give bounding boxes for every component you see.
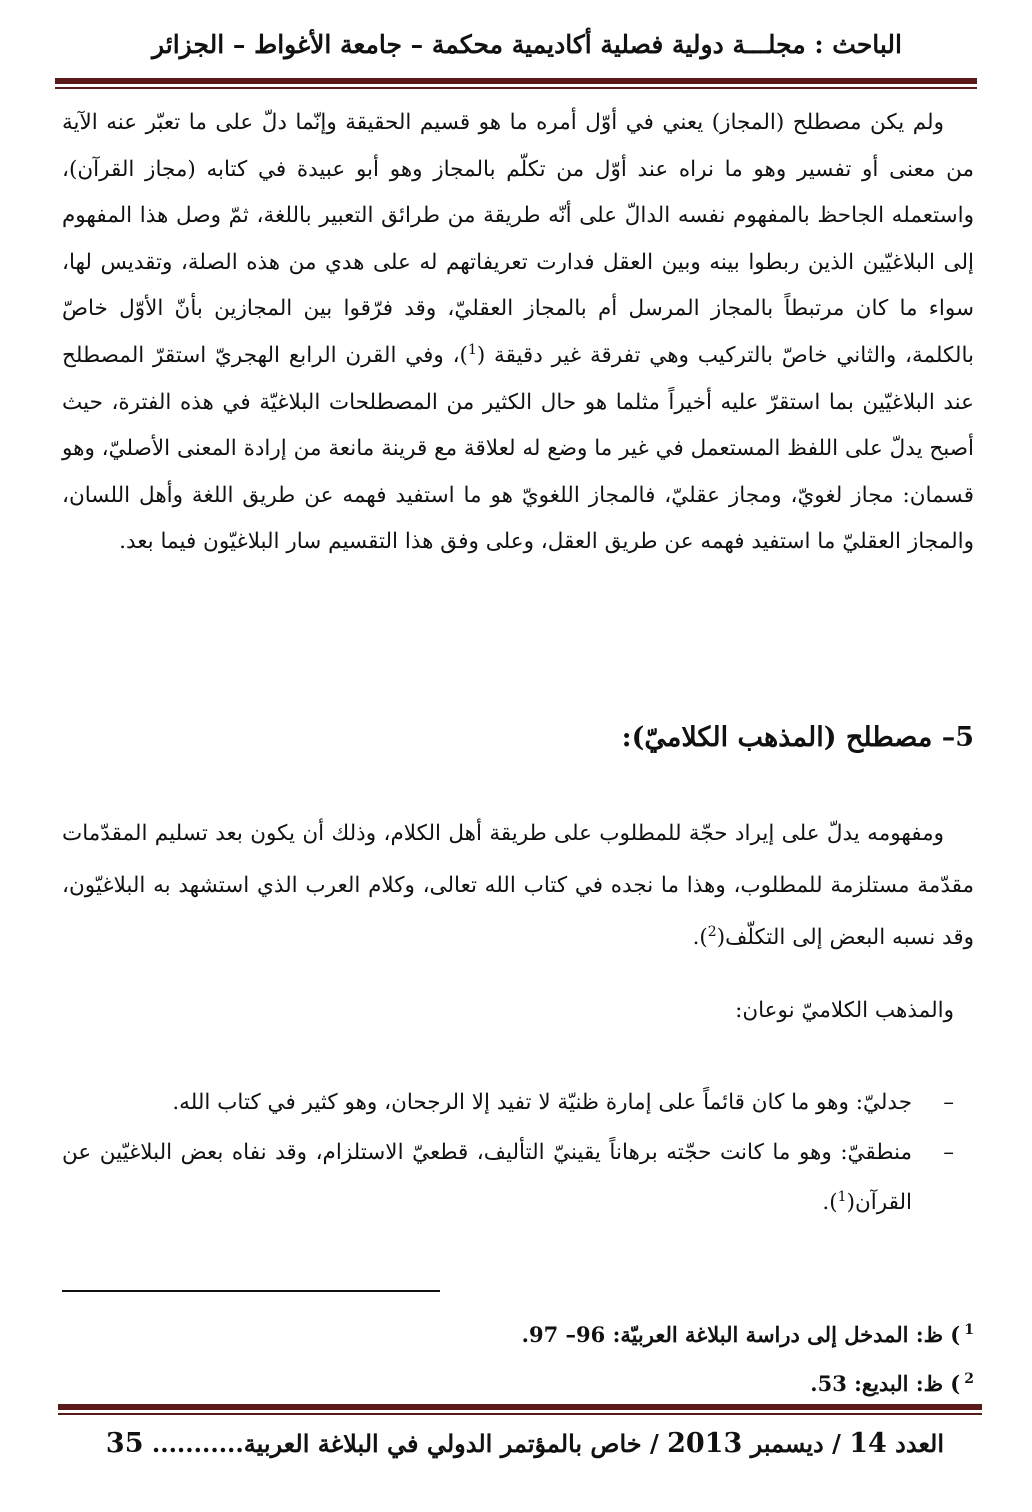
footnote-item xyxy=(62,1357,974,1406)
footnote-ref-2[interactable]: 2 xyxy=(707,923,717,940)
type-jadali-text: جدليّ: وهو ما كان قائماً على إمارة ظنيّة لا تفيد إلا الرجحان، وهو كثير في كتاب الله. xyxy=(172,1090,912,1115)
header-rule xyxy=(55,78,977,89)
footnote-separator xyxy=(62,1290,440,1292)
type-jadali xyxy=(62,1078,912,1128)
issue-number: 14 xyxy=(849,1428,887,1459)
types-intro: والمذهب الكلاميّ نوعان: xyxy=(735,998,954,1023)
type-mantiqi-text: منطقيّ: وهو ما كانت حجّته برهاناً يقينيّ التأليف، قطعيّ الاستلزام، وقد نفاه بعض البلاغيّين عن القرآن( xyxy=(62,1140,912,1215)
section-heading: 5– مصطلح (المذهب الكلاميّ): xyxy=(621,722,974,753)
issue-year: 2013 xyxy=(667,1428,743,1459)
paragraph-majaz-part2: )، وفي القرن الرابع الهجريّ استقرّ المصطلح عند البلاغيّين بما استقرّ عليه أخيراً مثلما هو حال الكثير من المصطلحات البلاغيّة في هذه الفترة، حيث أصبح يدلّ على اللفظ المستعمل في غير ما وضع له لعلاقة مع قرينة مانعة من إرادة المعنى الأصليّ، وهو قسمان: مجاز لغويّ، ومجاز عقليّ، فالمجاز اللغويّ هو ما استفيد فهمه عن طريق اللغة وأهل اللسان، والمجاز العقليّ ما استفيد فهمه عن طريق العقل، وعلى وفق هذا التقسيم سار البلاغيّون فيما بعد. xyxy=(62,342,974,555)
paragraph-madhhab-end: ). xyxy=(692,925,708,950)
header-rule-thin xyxy=(55,87,977,89)
section-body xyxy=(62,808,974,964)
footnote-ref-3[interactable]: 1 xyxy=(837,1188,847,1205)
issue-label: العدد xyxy=(895,1429,944,1458)
issue-month: / ديسمبر xyxy=(750,1429,841,1458)
issue-description: / خاص بالمؤتمر الدولي في البلاغة العربية........... xyxy=(151,1429,659,1458)
running-header: الباحث : مجلـــة دولية فصلية أكاديمية محكمة – جامعة الأغواط – الجزائر xyxy=(151,30,902,59)
footnote-item xyxy=(62,1308,974,1357)
paragraph-majaz xyxy=(62,100,974,566)
footer-rule-thin xyxy=(58,1413,982,1415)
paragraph-madhhab xyxy=(62,808,974,964)
paragraph-madhhab-start: ومفهومه يدلّ على إيراد حجّة للمطلوب على طريقة أهل الكلام، وذلك أن يكون بعد تسليم المقدّمات مقدّمة مستلزمة للمطلوب، وهذا ما نجده في كتاب الله تعالى، وكلام العرب الذي استشهد به البلاغيّون، وقد نسبه البعض إلى التكلّف( xyxy=(62,821,974,950)
types-list xyxy=(62,1078,954,1228)
type-mantiqi-end: ). xyxy=(822,1190,838,1215)
type-mantiqi xyxy=(62,1128,912,1228)
running-footer xyxy=(90,1428,944,1459)
footnote-ref-1[interactable]: 1 xyxy=(467,341,477,358)
paragraph-majaz-part1: ولم يكن مصطلح (المجاز) يعني في أوّل أمره ما هو قسيم الحقيقة وإنّما دلّ على ما تعبّر عنه الآية من معنى أو تفسير وهو ما نراه عند أوّل من تكلّم بالمجاز وهو أبو عبيدة في كتابه (مجاز القرآن)، واستعمله الجاحظ بالمفهوم نفسه الدالّ على أنّه طريقة من طرائق التعبير باللغة، ثمّ وصل هذا المفهوم إلى البلاغيّين الذين ربطوا بينه وبين العقل فدارت تعريفاتهم له على هدي من هذه الصلة، وتقديس لها، سواء ما كان مرتبطاً بالمجاز المرسل أم بالمجاز العقليّ، وقد فرّقوا بين المجازين بأنّ الأوّل خاصّ بالكلمة، والثاني خاصّ بالتركيب وهي تفرقة غير دقيقة ( xyxy=(62,110,974,368)
footnotes xyxy=(62,1308,974,1406)
footer-rule-thick xyxy=(58,1404,982,1410)
footnote-number: 2 xyxy=(964,1371,974,1387)
list-dash: – xyxy=(943,1140,954,1165)
page-number: 35 xyxy=(105,1428,144,1459)
header-rule-thick xyxy=(55,78,977,84)
list-item xyxy=(62,1078,954,1128)
footnote-text: ) ظ: المدخل إلى دراسة البلاغة العربيّة: 96– 97. xyxy=(521,1322,961,1347)
footnote-number: 1 xyxy=(964,1322,974,1338)
list-dash: – xyxy=(943,1090,954,1115)
footer-rule xyxy=(58,1404,982,1415)
footnote-text: ) ظ: البديع: 53. xyxy=(810,1371,961,1396)
list-item xyxy=(62,1128,954,1228)
body-text xyxy=(62,100,974,566)
